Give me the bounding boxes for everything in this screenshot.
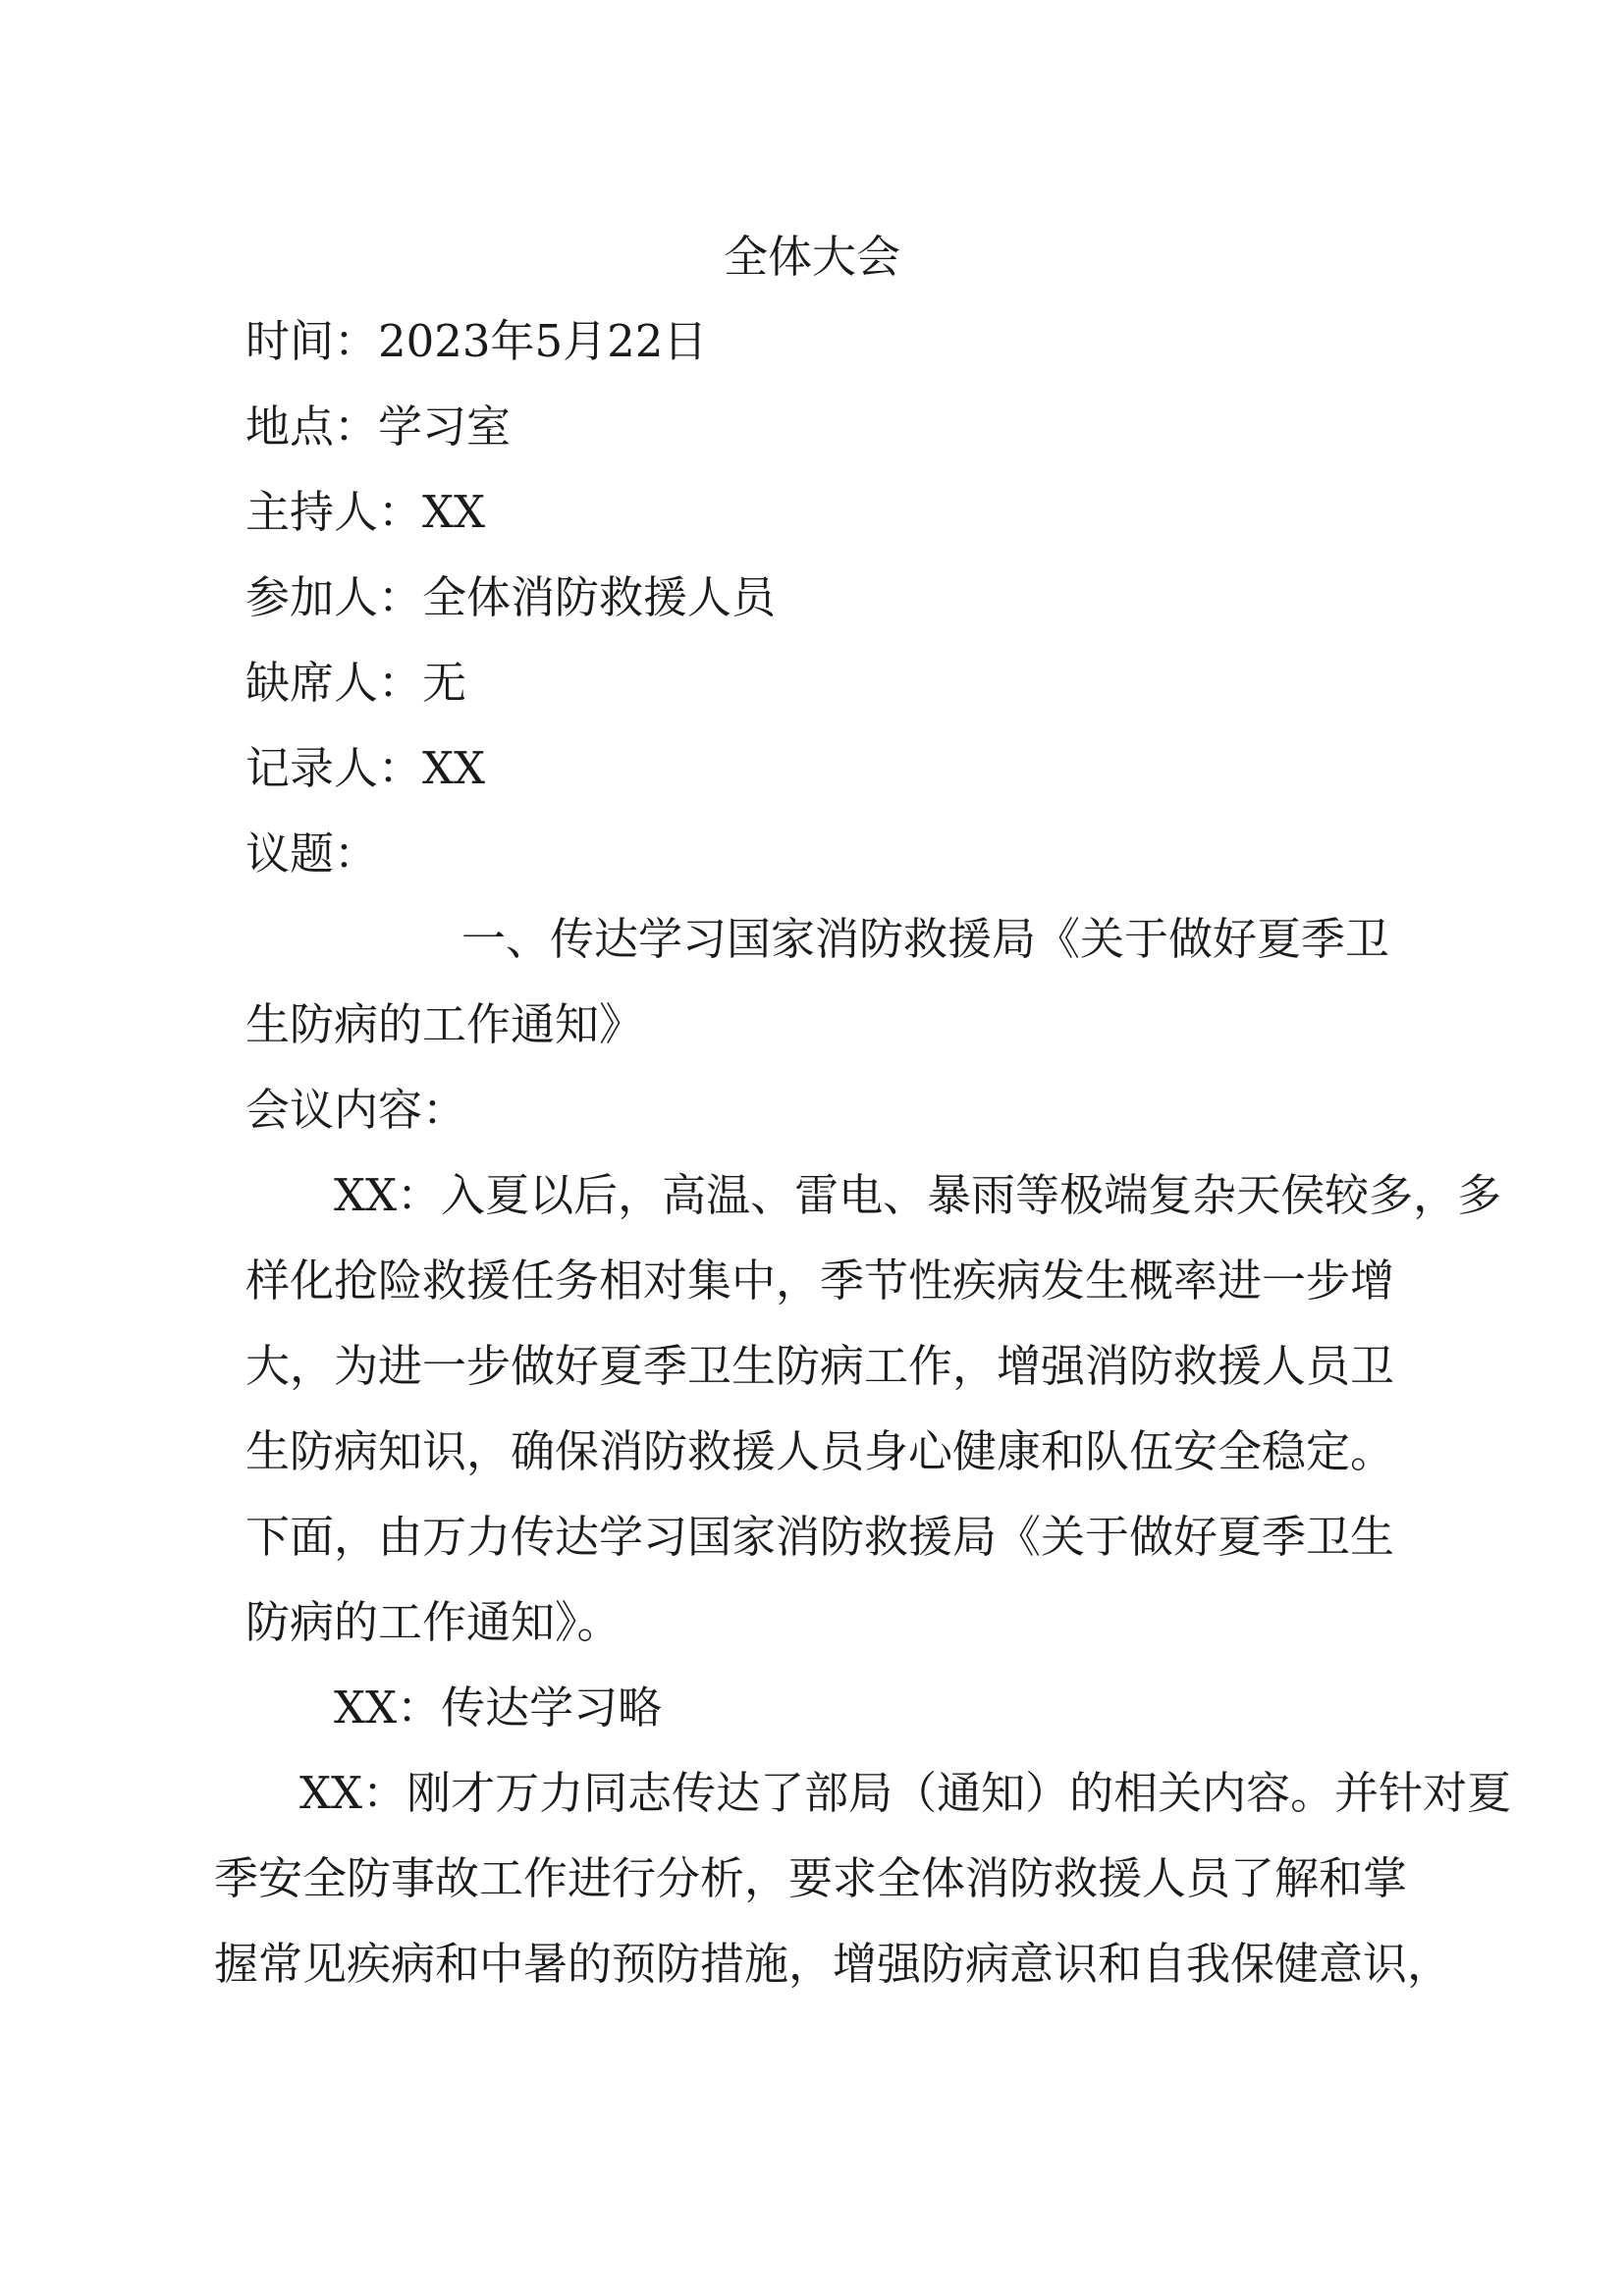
paragraph1-line: 大，为进一步做好夏季卫生防病工作，增强消防救援人员卫 [245, 1340, 1395, 1392]
paragraph3-line: XX：刚才万力同志传达了部局（通知）的相关内容。并针对夏 [299, 1767, 1512, 1819]
paragraph2: XX：传达学习略 [334, 1682, 663, 1734]
paragraph1-line: 下面，由万力传达学习国家消防救援局《关于做好夏季卫生 [245, 1511, 1395, 1563]
meeting-recorder: 记录人：XX [245, 742, 486, 794]
paragraph1-line: 样化抢险救援任务相对集中，季节性疾病发生概率进一步增 [245, 1255, 1395, 1307]
agenda-item-line: 生防病的工作通知》 [245, 998, 644, 1050]
meeting-host: 主持人：XX [245, 486, 486, 538]
meeting-place: 地点：学习室 [245, 400, 512, 453]
paragraph1-line: XX：入夏以后，高温、雷电、暴雨等极端复杂天侯较多，多 [334, 1169, 1502, 1221]
paragraph1-line: 生防病知识，确保消防救援人员身心健康和队伍安全稳定。 [245, 1425, 1395, 1477]
agenda-label: 议题： [245, 828, 379, 880]
content-label: 会议内容： [245, 1084, 467, 1136]
meeting-time: 时间：2023年5月22日 [245, 315, 708, 367]
meeting-participants: 参加人：全体消防救援人员 [245, 571, 777, 623]
paragraph1-line: 防病的工作通知》。 [245, 1596, 622, 1648]
meeting-absent: 缺席人：无 [245, 657, 467, 709]
paragraph3-line: 季安全防事故工作进行分析，要求全体消防救援人员了解和掌 [214, 1852, 1408, 1904]
paragraph3-line: 握常见疾病和中暑的预防措施，增强防病意识和自我保健意识， [214, 1938, 1452, 1990]
agenda-item-line: 一、传达学习国家消防救援局《关于做好夏季卫 [461, 913, 1390, 965]
document-title: 全体大会 [723, 231, 900, 283]
